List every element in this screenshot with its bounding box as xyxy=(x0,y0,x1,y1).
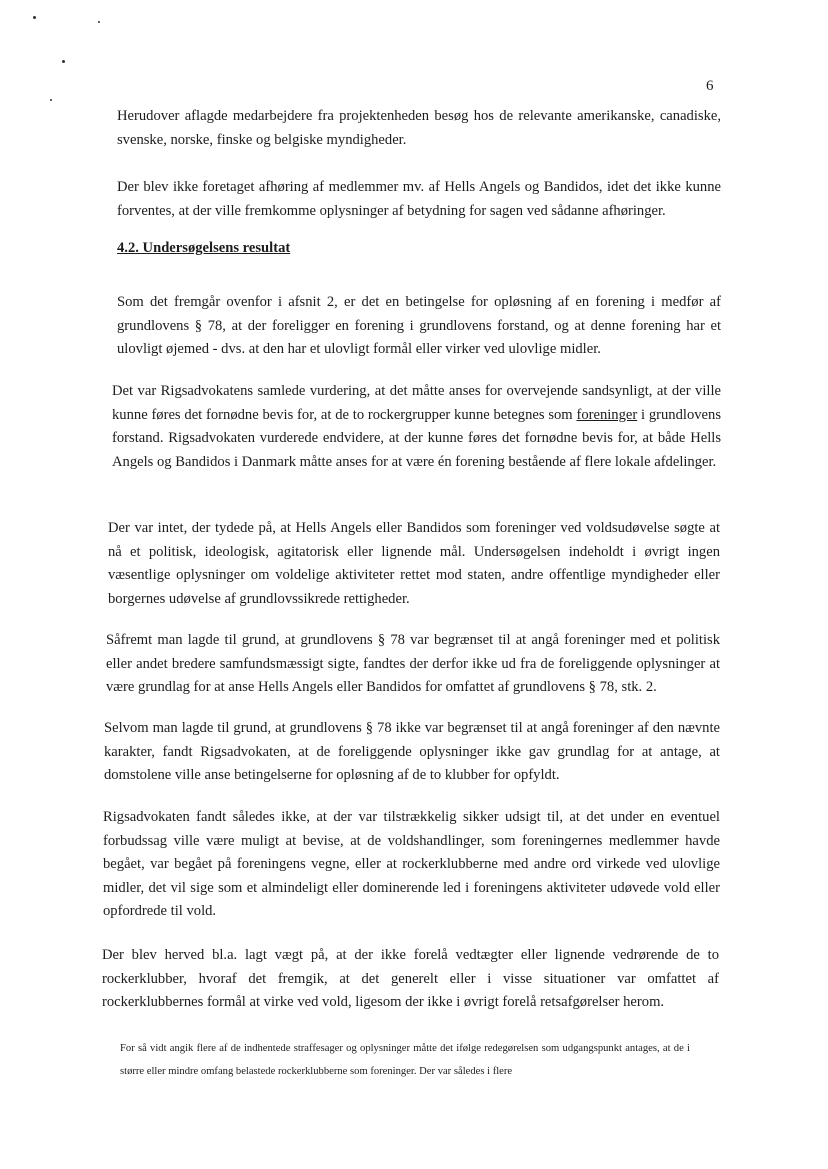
scan-speck xyxy=(33,16,36,19)
scan-speck xyxy=(98,21,100,23)
section-heading: 4.2. Undersøgelsens resultat xyxy=(117,240,291,256)
paragraph-conditions: Som det fremgår ovenfor i afsnit 2, er det en betingelse for opløsning af en forening i medfør af grundlovens § 78, at der foreligger en forening i grundlovens forstand, og at denne forening har et ulovligt øjemed - dvs. at den har et ulovligt formål eller virker ved ulovlige midler. xyxy=(117,294,721,357)
paragraph-evidence: Rigsadvokaten fandt således ikke, at der var tilstrækkelig sikker udsigt til, at det under en eventuel forbudssag ville være muligt at bevise, at de voldshandlinger, som foreningernes medlemmer havde begået, var begået på foreningens vegne, eller at rockerklubberne med andre ord virkede ved ulovlige midler, det vil sige som et almindeligt eller dominerende led i foreningens aktiviteter udøvede vold eller opfordrede til vold. xyxy=(103,809,720,919)
paragraph-assessment-text-1: Det var Rigsadvokatens samlede vurdering, at det måtte anses for overvejende sandsynligt, at der ville kunne føres det fornødne bevis for, at de to rockergrupper kunne betegnes som xyxy=(112,383,721,423)
term-foreninger: foreninger xyxy=(576,406,638,423)
scan-speck xyxy=(62,60,65,63)
paragraph-no-interrogation: Der blev ikke foretaget afhøring af medlemmer mv. af Hells Angels og Bandidos, idet det ikke kunne forventes, at der ville fremkomme oplysninger af betydning for sagen ved sådanne afhøringer. xyxy=(117,179,721,219)
paragraph-no-political-aim: Der var intet, der tydede på, at Hells Angels eller Bandidos som foreninger ved voldsudøvelse søgte at nå et politisk, ideologisk, agitatorisk eller lignende mål. Undersøgelsen indeholdt i øvrigt ingen væsentlige oplysninger om voldelige aktiviteter rettet mod staten, andre offentlige myndigheder eller borgernes udøvelse af grundlovssikrede rettigheder. xyxy=(108,520,720,607)
paragraph-not-limited: Selvom man lagde til grund, at grundlovens § 78 ikke var begrænset til at angå foreninger af den nævnte karakter, fandt Rigsadvokaten, at de foreliggende oplysninger ikke gav grundlag for at antage, at domstolene ville anse betingelserne for opløsning af de to klubber for opfyldt. xyxy=(104,720,720,783)
paragraph-assessment xyxy=(112,380,721,474)
scan-speck xyxy=(50,99,52,101)
page-number: 6 xyxy=(706,78,714,94)
paragraph-political-limit: Såfremt man lagde til grund, at grundlovens § 78 var begrænset til at angå foreninger med et politisk eller andet bredere samfundsmæssigt sigte, fandtes der derfor ikke ud fra de foreliggende oplysninger at være grundlag for at anse Hells Angels eller Bandidos for omfattet af grundlovens § 78, stk. 2. xyxy=(106,632,720,695)
paragraph-no-statutes: Der blev herved bl.a. lagt vægt på, at der ikke forelå vedtægter eller lignende vedrørende de to rockerklubber, hvoraf det fremgik, at det generelt eller i visse situationer var omfattet af rockerklubbernes formål at virke ved vold, ligesom der ikke i øvrigt forelå retsafgørelser herom. xyxy=(102,947,719,1010)
paragraph-assessment-text-2: i grundlovens forstand. Rigsadvokaten vurderede endvidere, at der kunne føres det fornødne bevis for, at både Hells Angels og Bandidos i Danmark måtte anses for at være én forening bestående af flere lokale afdelinger. xyxy=(112,406,721,470)
paragraph-visits: Herudover aflagde medarbejdere fra projektenheden besøg hos de relevante amerikanske, canadiske, svenske, norske, finske og belgiske myndigheder. xyxy=(117,108,721,148)
footnote: For så vidt angik flere af de indhentede straffesager og oplysninger måtte det ifølge redegørelsen som udgangspunkt antages, at de i større eller mindre omfang belastede rockerklubberne som foreninger. Der var således i flere xyxy=(120,1043,690,1077)
